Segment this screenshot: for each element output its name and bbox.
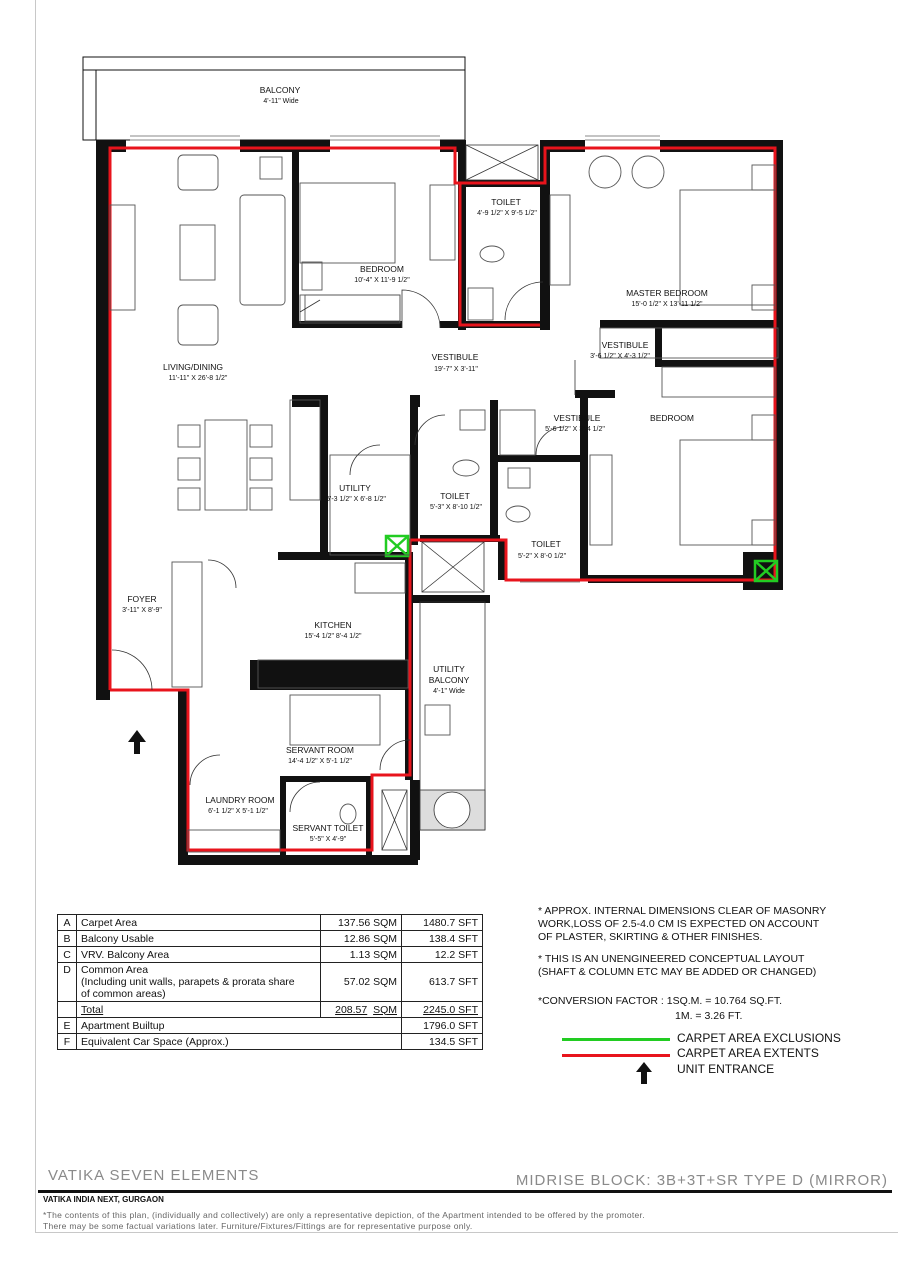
row-label: Carpet Area (77, 915, 321, 931)
table-row-total (58, 1002, 483, 1018)
total-sqm-cell (321, 1002, 402, 1018)
disclaimer-line1: *The contents of this plan, (individually and collectively) are only a representative depiction, of the Apartment intended to be offered by the promoter. (43, 1210, 645, 1220)
table-row (58, 1018, 483, 1034)
vestibule3-label: VESTIBULE (553, 413, 601, 423)
bedroom1-label: BEDROOM (360, 264, 404, 274)
foyer-dim: 3'-11" X 8'-9" (122, 607, 162, 614)
toilet3-dim: 5'-2" X 8'-0 1/2" (517, 553, 567, 560)
total-sft-cell (402, 1002, 483, 1018)
row-label: Equivalent Car Space (Approx.) (77, 1034, 402, 1050)
row-sft: 613.7 SFT (402, 963, 483, 1002)
utility-balcony-dim: 4'-1" Wide (433, 688, 465, 695)
developer-name: VATIKA INDIA NEXT, GURGAON (43, 1195, 164, 1204)
utility-balcony-label2: BALCONY (428, 675, 470, 685)
note-conceptual: * THIS IS AN UNENGINEERED CONCEPTUAL LAYOUT (SHAFT & COLUMN ETC MAY BE ADDED OR CHANGED) (538, 953, 817, 978)
legend-exclusions: CARPET AREA EXCLUSIONS (677, 1031, 841, 1045)
row-sqm: 1.13 SQM (321, 947, 402, 963)
master-bedroom-label: MASTER BEDROOM (626, 288, 708, 298)
vestibule1-label: VESTIBULE (431, 352, 479, 362)
vestibule1-dim: 19'-7" X 3'-11" (434, 366, 478, 373)
row-key: C (58, 947, 77, 963)
utility-label: UTILITY (339, 483, 371, 493)
toilet1-dim: 4'-9 1/2" X 9'-5 1/2" (477, 210, 537, 217)
legend-entrance: UNIT ENTRANCE (677, 1062, 775, 1076)
unit-entrance-arrow (128, 730, 146, 754)
utility-balcony-label1: UTILITY (433, 664, 465, 674)
total-label: Total (77, 1002, 321, 1018)
row-sft: 138.4 SFT (402, 931, 483, 947)
servant-toilet-dim: 5'-5" X 4'-9" (309, 836, 347, 843)
row-sqm: 12.86 SQM (321, 931, 402, 947)
vestibule2-dim: 3'-6 1/2" X 4'-3 1/2" (590, 353, 650, 360)
row-key: D (58, 963, 77, 1002)
foyer-label: FOYER (127, 594, 157, 604)
row-sft: 1796.0 SFT (402, 1018, 483, 1034)
total-sqm-unit: SQM (373, 1003, 397, 1016)
row-key: B (58, 931, 77, 947)
row-sft: 1480.7 SFT (402, 915, 483, 931)
living-dining-dim: 11'-11" X 26'-8 1/2" (168, 375, 228, 382)
project-name: VATIKA SEVEN ELEMENTS (48, 1167, 260, 1184)
laundry-room-label: LAUNDRY ROOM (205, 795, 275, 805)
row-key: A (58, 915, 77, 931)
disclaimer (43, 1210, 883, 1232)
conversion-meter: 1M. = 3.26 FT. (675, 1010, 743, 1022)
plan-notes (538, 905, 878, 988)
note-dimensions: * APPROX. INTERNAL DIMENSIONS CLEAR OF MASONRY WORK,LOSS OF 2.5-4.0 CM IS EXPECTED ON ACCOUNT OF PLASTER, SKIRTING & OTHER FINISHES. (538, 905, 827, 943)
laundry-room-dim: 6'-1 1/2" X 5'-1 1/2" (208, 808, 268, 815)
arrow-up-icon (636, 1062, 652, 1084)
table-row (58, 1034, 483, 1050)
block-title: MIDRISE BLOCK: 3B+3T+SR TYPE D (MIRROR) (515, 1172, 888, 1189)
servant-room-label: SERVANT ROOM (285, 745, 355, 755)
toilet1-label: TOILET (491, 197, 521, 207)
toilet2-label: TOILET (440, 491, 470, 501)
bedroom1-dim: 10'-4" X 11'-9 1/2" (354, 277, 410, 284)
row-key (58, 1002, 77, 1018)
table-row (58, 915, 483, 931)
row-sqm: 137.56 SQM (321, 915, 402, 931)
kitchen-label: KITCHEN (314, 620, 352, 630)
common-area-label: Common Area (81, 964, 149, 976)
legend-extents: CARPET AREA EXTENTS (677, 1046, 819, 1060)
servant-toilet-label: SERVANT TOILET (292, 823, 364, 833)
kitchen-dim: 15'-4 1/2" 8'-4 1/2" (304, 633, 362, 640)
legend-green-line (562, 1038, 670, 1041)
legend-red-line (562, 1054, 670, 1057)
vestibule2-label: VESTIBULE (601, 340, 649, 350)
total-sft: 2245.0 SFT (423, 1003, 478, 1016)
bedroom2-label: BEDROOM (650, 413, 694, 423)
balcony-dim: 4'-11" Wide (263, 98, 299, 105)
table-row (58, 947, 483, 963)
living-dining-label: LIVING/DINING (163, 362, 223, 372)
row-label: Balcony Usable (77, 931, 321, 947)
row-label-common (77, 963, 321, 1002)
balcony-label: BALCONY (259, 85, 301, 95)
servant-room-dim: 14'-4 1/2" X 5'-1 1/2" (288, 758, 352, 765)
table-row (58, 931, 483, 947)
common-area-sub1: (Including unit walls, parapets & prorata share (81, 976, 295, 988)
row-key: E (58, 1018, 77, 1034)
row-label: VRV. Balcony Area (77, 947, 321, 963)
row-sft: 12.2 SFT (402, 947, 483, 963)
toilet3-label: TOILET (531, 539, 561, 549)
master-bedroom-dim: 15'-0 1/2" X 13'-11 1/2" (631, 301, 703, 308)
utility-dim: 5'-3 1/2" X 6'-8 1/2" (326, 496, 386, 503)
row-label: Apartment Builtup (77, 1018, 402, 1034)
toilet2-dim: 5'-3" X 8'-10 1/2" (429, 504, 483, 511)
table-row-common (58, 963, 483, 1002)
vestibule3-dim: 5'-6 1/2" X 3'-4 1/2" (545, 426, 605, 433)
row-key: F (58, 1034, 77, 1050)
row-sqm: 57.02 SQM (321, 963, 402, 1002)
total-sqm: 208.57 (335, 1003, 368, 1016)
footer-rule (38, 1190, 892, 1193)
common-area-sub2: of common areas) (81, 988, 166, 1000)
disclaimer-line2: There may be some factual variations later. Furniture/Fixtures/Fittings are for representative purpose only. (43, 1221, 473, 1231)
conversion-factor: *CONVERSION FACTOR : 1SQ.M. = 10.764 SQ.FT. (538, 995, 783, 1007)
row-sft: 134.5 SFT (402, 1034, 483, 1050)
area-statement-table (57, 914, 483, 1050)
